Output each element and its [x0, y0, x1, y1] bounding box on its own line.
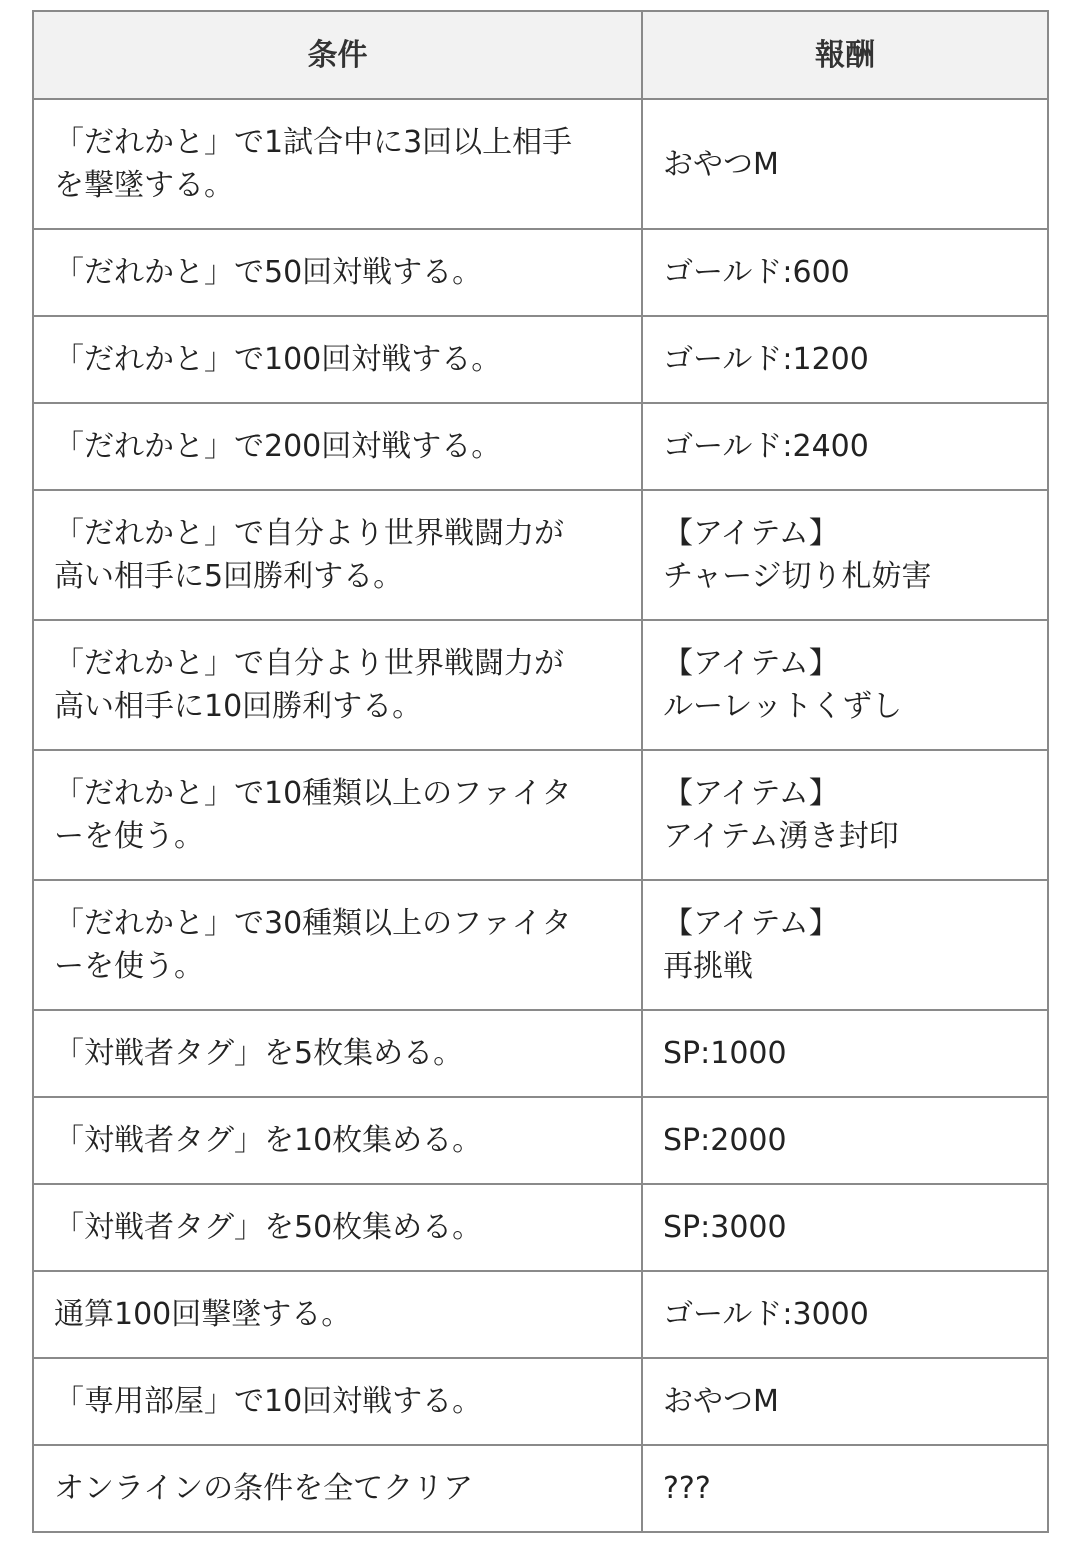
condition-cell: オンラインの条件を全てクリア [33, 1445, 642, 1532]
condition-cell: 「専用部屋」で10回対戦する。 [33, 1358, 642, 1445]
table-row [33, 1184, 1048, 1271]
table-row [33, 750, 1048, 880]
reward-cell: ゴールド:3000 [642, 1271, 1048, 1358]
condition-cell: 「だれかと」で200回対戦する。 [33, 403, 642, 490]
reward-cell: おやつM [642, 1358, 1048, 1445]
reward-cell: ??? [642, 1445, 1048, 1532]
reward-cell: SP:3000 [642, 1184, 1048, 1271]
table-row [33, 316, 1048, 403]
reward-cell: ゴールド:1200 [642, 316, 1048, 403]
rewards-table [32, 10, 1049, 1533]
table-row [33, 620, 1048, 750]
condition-cell: 「だれかと」で10種類以上のファイタ ーを使う。 [33, 750, 642, 880]
condition-cell: 「対戦者タグ」を10枚集める。 [33, 1097, 642, 1184]
header-condition: 条件 [33, 11, 642, 99]
table-row [33, 880, 1048, 1010]
condition-cell: 「対戦者タグ」を5枚集める。 [33, 1010, 642, 1097]
condition-cell: 「だれかと」で100回対戦する。 [33, 316, 642, 403]
table-row [33, 1445, 1048, 1532]
reward-cell: 【アイテム】 チャージ切り札妨害 [642, 490, 1048, 620]
table-header-row [33, 11, 1048, 99]
reward-cell: SP:2000 [642, 1097, 1048, 1184]
table-row [33, 1097, 1048, 1184]
condition-cell: 「だれかと」で50回対戦する。 [33, 229, 642, 316]
reward-cell: 【アイテム】 再挑戦 [642, 880, 1048, 1010]
condition-cell: 「だれかと」で自分より世界戦闘力が 高い相手に5回勝利する。 [33, 490, 642, 620]
header-reward: 報酬 [642, 11, 1048, 99]
condition-cell: 「だれかと」で30種類以上のファイタ ーを使う。 [33, 880, 642, 1010]
table-row [33, 99, 1048, 229]
table-row [33, 229, 1048, 316]
table-row [33, 1271, 1048, 1358]
reward-cell: ゴールド:2400 [642, 403, 1048, 490]
table-row [33, 490, 1048, 620]
condition-cell: 「だれかと」で1試合中に3回以上相手 を撃墜する。 [33, 99, 642, 229]
table-row [33, 1010, 1048, 1097]
reward-cell: 【アイテム】 アイテム湧き封印 [642, 750, 1048, 880]
reward-cell: SP:1000 [642, 1010, 1048, 1097]
table-row [33, 1358, 1048, 1445]
table-row [33, 403, 1048, 490]
condition-cell: 通算100回撃墜する。 [33, 1271, 642, 1358]
reward-cell: おやつM [642, 99, 1048, 229]
reward-cell: 【アイテム】 ルーレットくずし [642, 620, 1048, 750]
condition-cell: 「だれかと」で自分より世界戦闘力が 高い相手に10回勝利する。 [33, 620, 642, 750]
condition-cell: 「対戦者タグ」を50枚集める。 [33, 1184, 642, 1271]
reward-cell: ゴールド:600 [642, 229, 1048, 316]
